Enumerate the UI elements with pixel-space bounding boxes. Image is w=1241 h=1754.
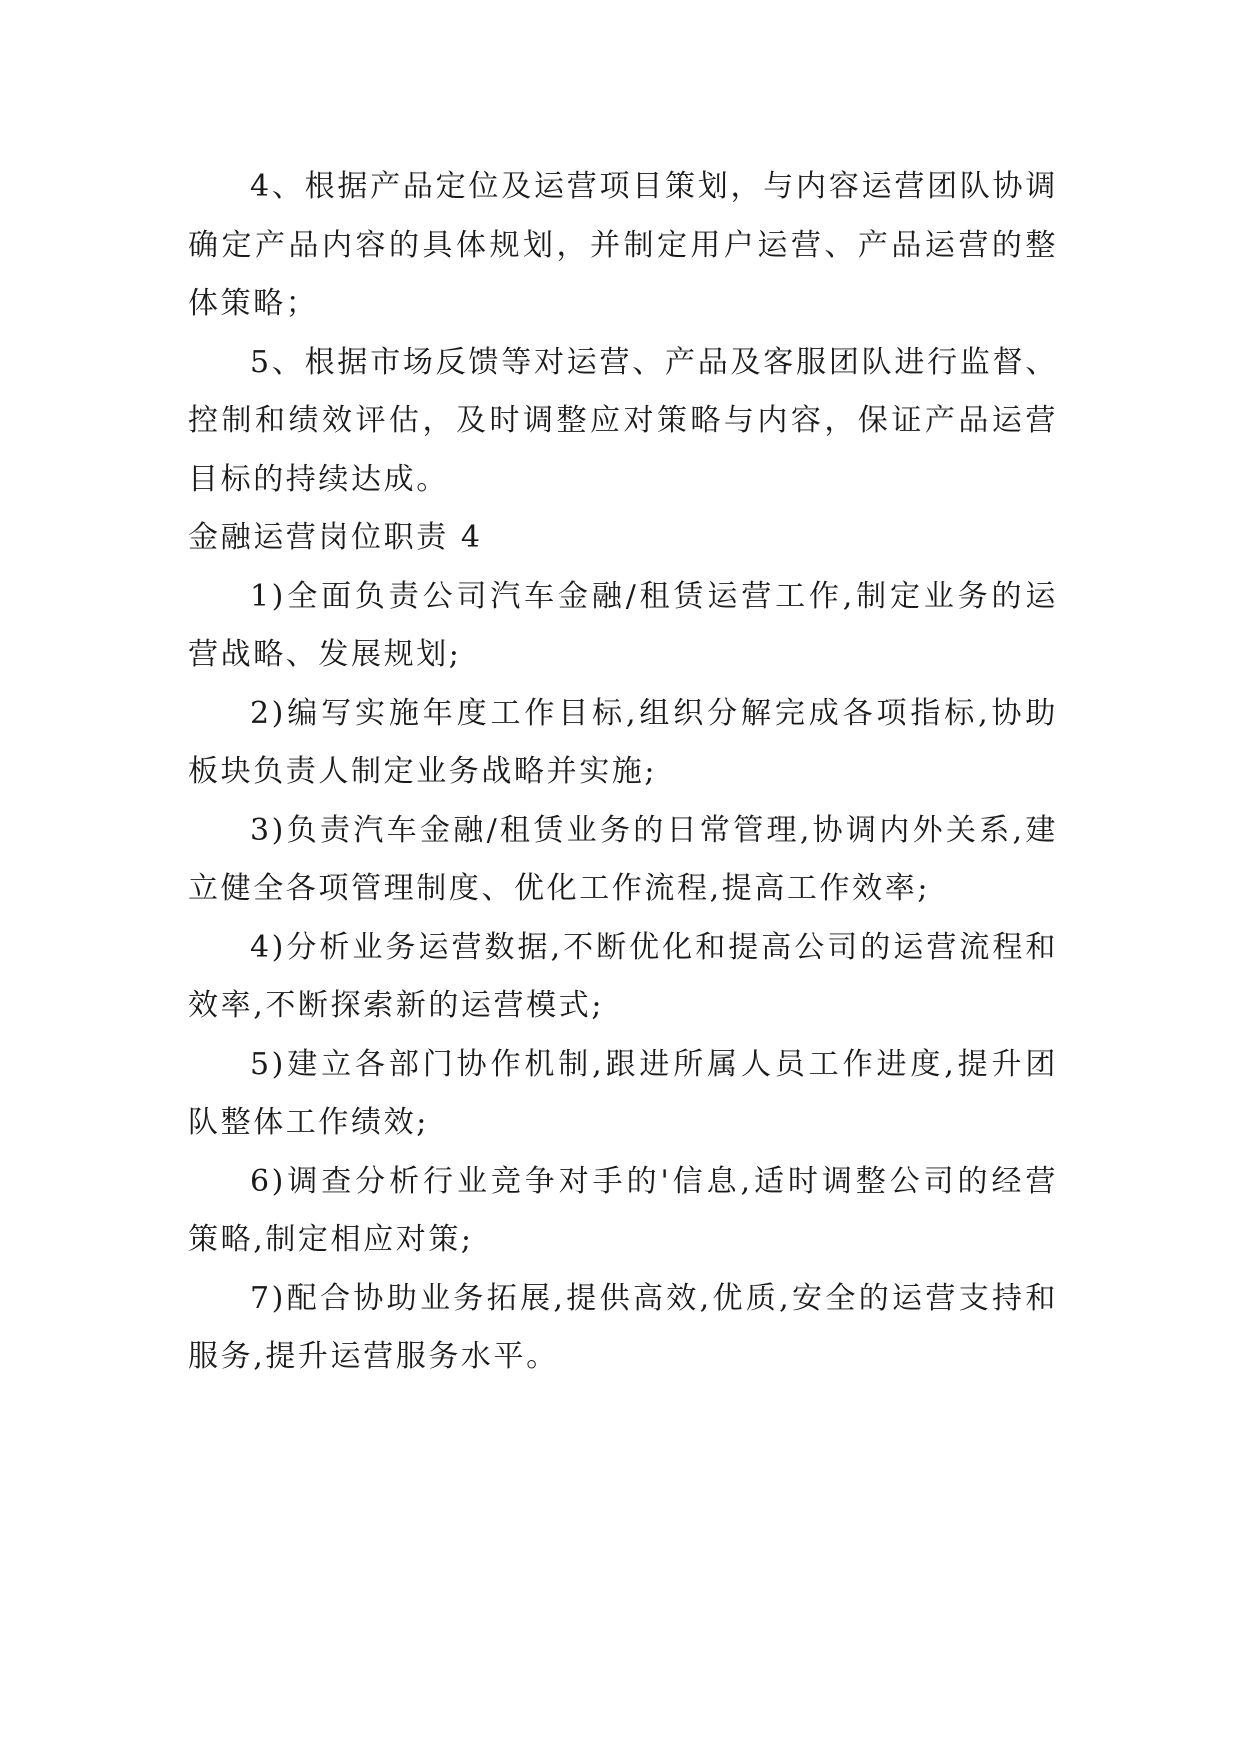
list-item-7: 7)配合协助业务拓展,提供高效,优质,安全的运营支持和服务,提升运营服务水平。 — [188, 1280, 1058, 1374]
list-item-3: 3)负责汽车金融/租赁业务的日常管理,协调内外关系,建立健全各项管理制度、优化工作流程,提高工作效率; — [188, 812, 1058, 906]
paragraph-4: 4、根据产品定位及运营项目策划，与内容运营团队协调确定产品内容的具体规划，并制定用户运营、产品运营的整体策略； — [188, 169, 1058, 321]
paragraph-5: 5、根据市场反馈等对运营、产品及客服团队进行监督、控制和绩效评估，及时调整应对策略与内容，保证产品运营目标的持续达成。 — [188, 344, 1058, 497]
list-item-6: 6)调查分析行业竞争对手的'信息,适时调整公司的经营策略,制定相应对策; — [188, 1163, 1058, 1257]
list-item-5: 5)建立各部门协作机制,跟进所属人员工作进度,提升团队整体工作绩效; — [188, 1046, 1058, 1140]
list-item-4: 4)分析业务运营数据,不断优化和提高公司的运营流程和效率,不断探索新的运营模式; — [188, 929, 1058, 1023]
document-body — [188, 158, 1058, 1387]
list-item-1: 1)全面负责公司汽车金融/租赁运营工作,制定业务的运营战略、发展规划; — [188, 578, 1058, 672]
section-title: 金融运营岗位职责 4 — [188, 520, 483, 555]
list-item-2: 2)编写实施年度工作目标,组织分解完成各项指标,协助板块负责人制定业务战略并实施; — [188, 695, 1058, 789]
